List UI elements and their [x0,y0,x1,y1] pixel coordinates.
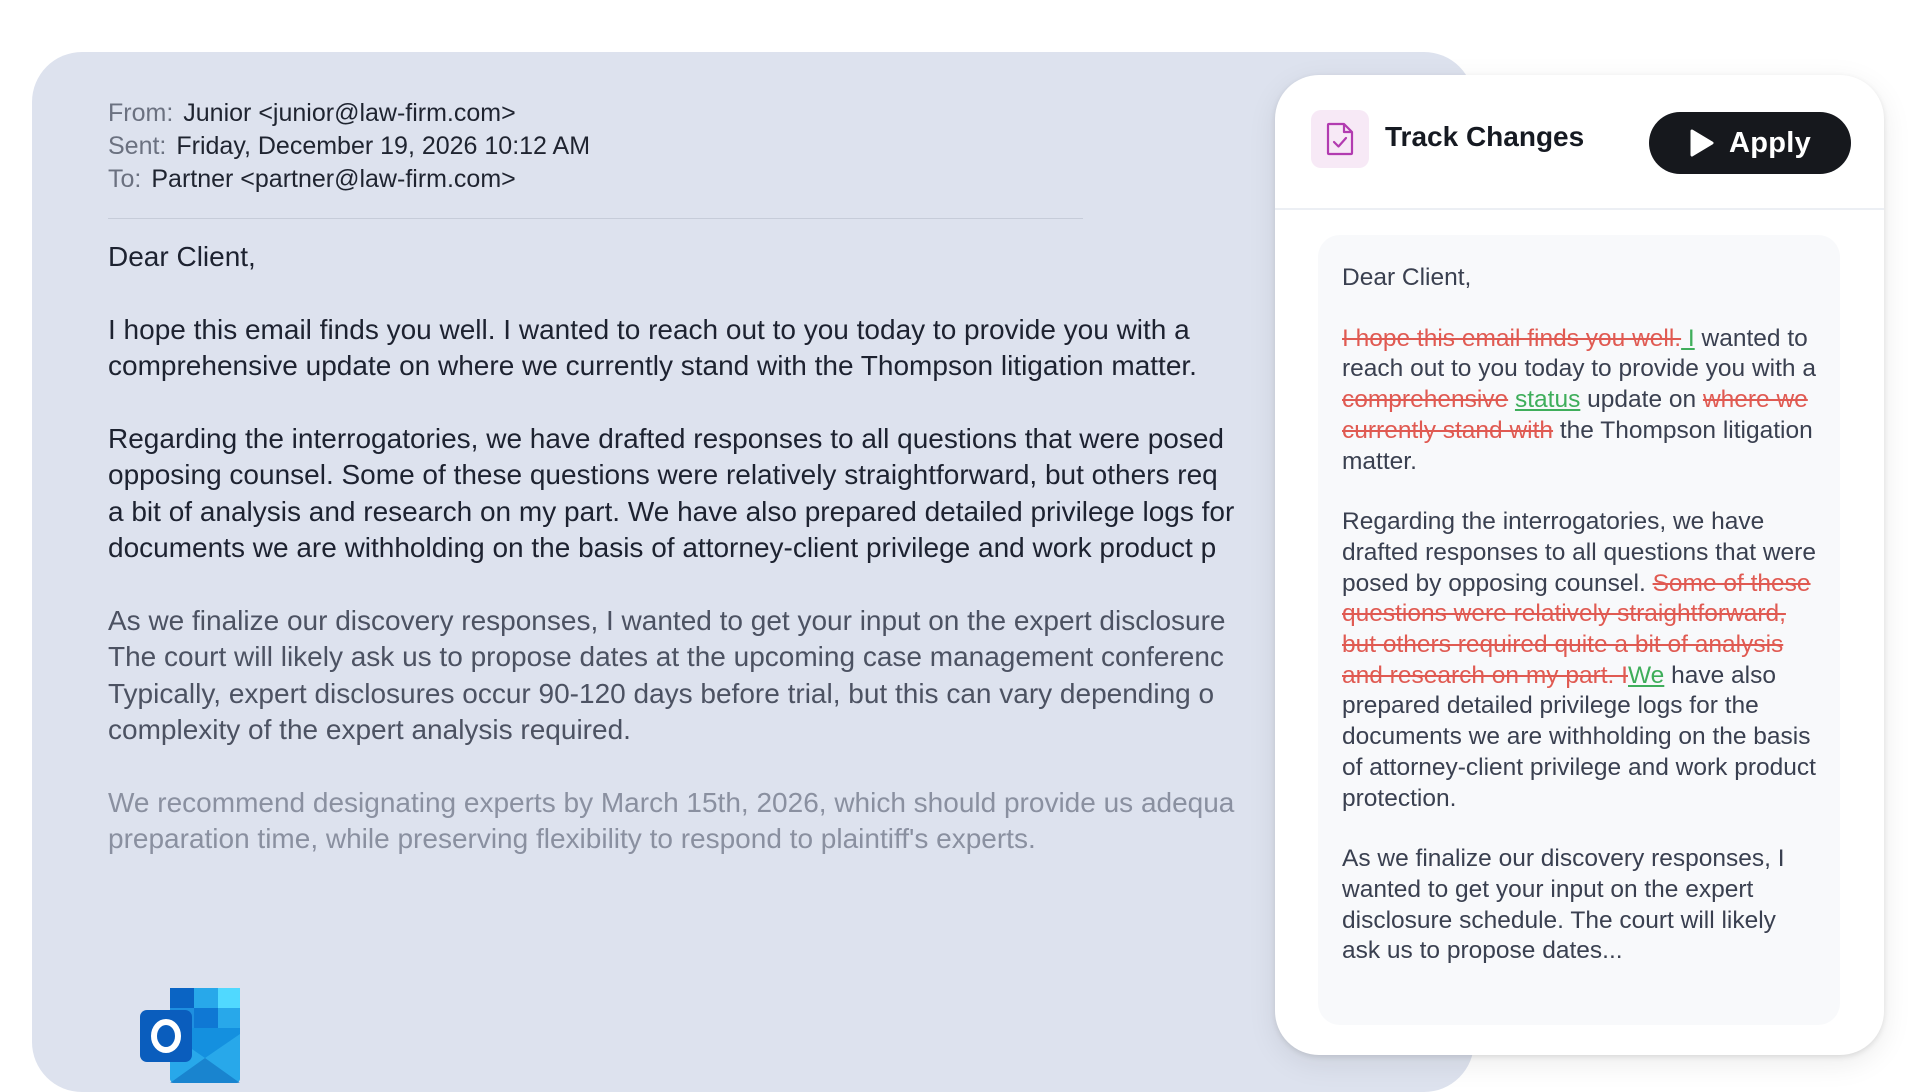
email-line: complexity of the expert analysis required. [108,714,631,745]
deletion: where we currently stand with [1342,386,1808,444]
sent-label: Sent: [108,132,167,160]
doc-text-run: the Thompson litigation matter. [1342,416,1813,475]
doc-text-run: Regarding the interrogatories, we have drafted responses to all questions that were posed by opposing counsel. [1342,508,1816,597]
sent-value: Friday, December 19, 2026 10:12 AM [176,132,591,160]
email-paragraph-1 [108,312,1408,385]
doc-text-run: have also prepared detailed privilege logs for the documents we are withholding on the basis of attorney-client privilege and work product protection. [1342,661,1816,812]
apply-button[interactable] [1649,112,1851,174]
email-paragraph-3 [108,603,1408,749]
email-line: We recommend designating experts by March 15th, 2026, which should provide us adequa [108,786,1235,818]
deletion: Some of these questions were relatively straightforward, but others required quite a bit of analysis and research on my part. I [1342,569,1811,689]
from-row [108,97,1408,130]
track-changes-panel [1275,75,1884,1055]
doc-text-run: update on [1580,386,1703,414]
email-line: a bit of analysis and research on my part. We have also prepared detailed privilege logs for [108,495,1235,527]
email-line: Regarding the interrogatories, we have drafted responses to all questions that were posed [108,422,1225,454]
header-divider [108,218,1083,219]
play-icon [1689,128,1715,158]
doc-paragraph-3: As we finalize our discovery responses, I wanted to get your input on the expert disclosure schedule. The court will likely ask us to propose dates... [1342,845,1785,965]
insertion: status [1514,386,1581,414]
email-line: documents we are withholding on the basis of attorney-client privilege and work product p [108,532,1217,563]
deletion: I hope this email finds you well. [1342,324,1682,352]
email-greeting: Dear Client, [108,241,256,272]
panel-title: Track Changes [1385,121,1585,152]
sent-row [108,130,1408,163]
doc-text-run: wanted to reach out to you today to provide you with a [1342,324,1816,383]
document-check-icon [1311,110,1369,168]
email-line: As we finalize our discovery responses, I wanted to get your input on the expert disclosure [108,604,1226,636]
email-line: comprehensive update on where we currently stand with the Thompson litigation matter. [108,350,1197,381]
to-label: To: [108,165,142,193]
from-value[interactable]: Junior <junior@law-firm.com> [183,99,516,127]
to-row [108,163,1408,196]
doc-greeting: Dear Client, [1342,264,1472,291]
email-line: I hope this email finds you well. I wanted to reach out to you today to provide you with a [108,313,1190,345]
email-line: opposing counsel. Some of these questions were relatively straightforward, but others req [108,459,1218,490]
email-line: preparation time, while preserving flexibility to respond to plaintiff's experts. [108,823,1036,854]
outlook-logo-icon [140,988,242,1084]
tracked-document[interactable] [1318,235,1840,1025]
from-label: From: [108,99,174,127]
apply-label: Apply [1728,126,1812,159]
email-line: The court will likely ask us to propose dates at the upcoming case management conferenc [108,641,1224,672]
doc-paragraph-1 [1342,324,1816,478]
email-headers [108,97,1408,196]
insertion: We [1627,661,1665,689]
insertion: I [1681,324,1695,352]
panel-header [1275,75,1884,210]
email-window [32,52,1474,1092]
email-content [108,97,1408,917]
doc-paragraph-2 [1342,507,1816,814]
tracked-document-text [1318,235,1840,967]
email-paragraph-2 [108,421,1408,567]
email-line: Typically, expert disclosures occur 90-120 days before trial, but this can vary depending o [108,677,1215,709]
to-value[interactable]: Partner <partner@law-firm.com> [151,165,516,193]
email-paragraph-4 [108,785,1408,858]
deletion: comprehensive [1342,386,1509,414]
